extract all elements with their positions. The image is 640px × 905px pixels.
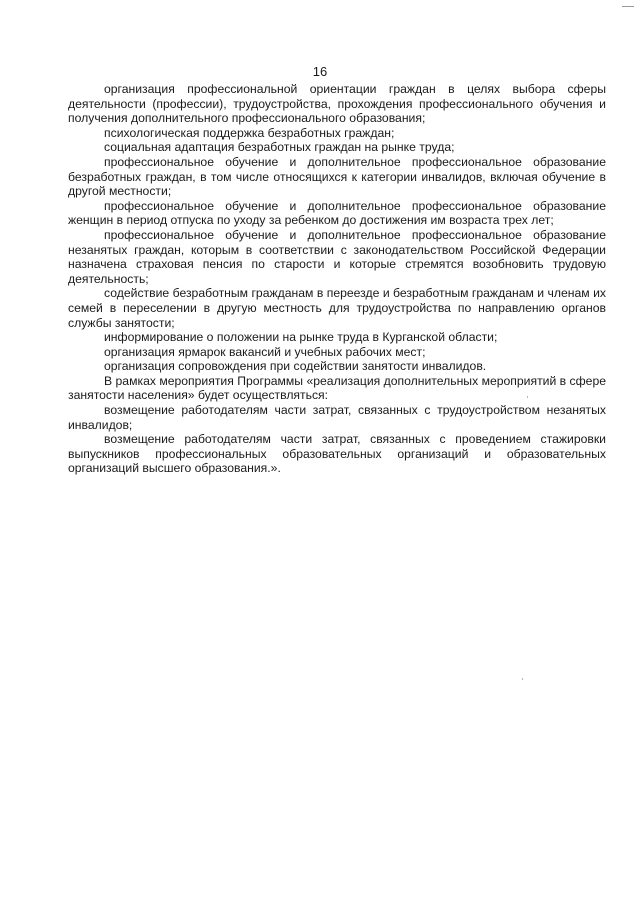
paragraph: социальная адаптация безработных граждан на рынке труда;	[104, 140, 455, 155]
paragraph: содействие безработным гражданам в переезде и безработным гражданам и членам их семей в переселении в другую местность для трудоустройства по направлению органов службы занятости;	[68, 286, 606, 330]
paragraph: В рамках мероприятия Программы «реализация дополнительных мероприятий в сфере занятости населения» будет осуществляться:	[68, 373, 606, 403]
paragraph: организация сопровождения при содействии занятости инвалидов.	[104, 359, 487, 374]
paragraph: информирование о положении на рынке труда в Курганской области;	[104, 330, 498, 345]
paragraph: профессиональное обучение и дополнительное профессиональное образование женщин в период отпуска по уходу за ребенком до достижения им возраста трех лет;	[68, 198, 606, 228]
paragraph: организация профессиональной ориентации граждан в целях выбора сферы деятельности (профессии), трудоустройства, прохождения профессионального обучения и получения дополнительного профессионального образования;	[68, 82, 606, 126]
page-number: 16	[312, 64, 328, 79]
scan-speck	[522, 678, 523, 680]
paragraph: возмещение работодателям части затрат, связанных с трудоустройством незанятых инвалидов;	[68, 403, 606, 432]
paragraph: профессиональное обучение и дополнительное профессиональное образование безработных граждан, в том числе относящихся к категории инвалидов, включая обучение в другой местности;	[68, 154, 606, 199]
paragraph: организация ярмарок вакансий и учебных рабочих мест;	[104, 344, 426, 359]
paragraph: профессиональное обучение и дополнительное профессиональное образование незанятых граждан, которым в соответствии с законодательством Российской Федерации назначена страховая пенсия по старости и которые стремятся возобновить трудовую деятельность;	[68, 227, 606, 286]
scan-speck	[527, 396, 528, 398]
scan-corner-mark	[622, 6, 634, 7]
document-body	[68, 82, 606, 476]
paragraph: возмещение работодателям части затрат, связанных с проведением стажировки выпускников профессиональных образовательных организаций и образовательных организаций высшего образования.».	[68, 432, 606, 476]
paragraph: психологическая поддержка безработных граждан;	[104, 125, 395, 140]
